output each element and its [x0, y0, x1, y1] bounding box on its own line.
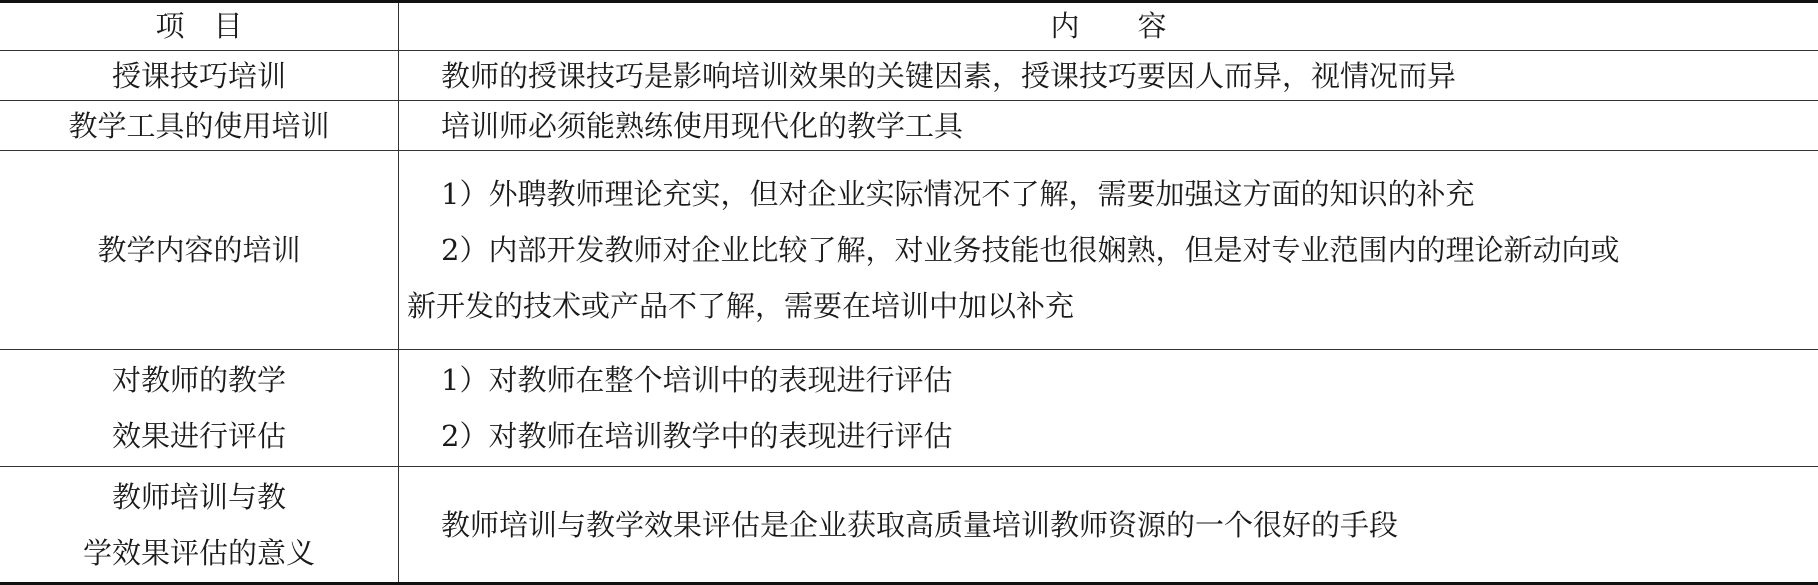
table-row	[0, 51, 1818, 101]
row-item-label-line: 教师培训与教	[0, 469, 398, 525]
table-header-row	[0, 2, 1818, 51]
row-content-line: 1）对教师在整个培训中的表现进行评估	[399, 352, 1818, 408]
header-content-label: 内 容	[399, 3, 1818, 50]
table-row	[0, 151, 1818, 350]
row-item-label: 教学工具的使用培训	[0, 104, 398, 148]
table-row	[0, 467, 1818, 584]
header-item-label: 项 目	[0, 3, 398, 50]
row-item-label-line: 学效果评估的意义	[0, 525, 398, 581]
row-content-text: 教师培训与教学效果评估是企业获取高质量培训教师资源的一个很好的手段	[399, 497, 1818, 553]
row-content-cell	[399, 467, 1818, 584]
row-content-cell	[399, 101, 1818, 151]
row-item-label: 授课技巧培训	[0, 54, 398, 98]
table-row	[0, 101, 1818, 151]
row-item-cell	[0, 151, 399, 350]
row-item-label-line: 对教师的教学	[0, 352, 398, 408]
row-content-line: 2）对教师在培训教学中的表现进行评估	[399, 408, 1818, 464]
row-item-label: 教学内容的培训	[0, 222, 398, 278]
row-content-line: 1）外聘教师理论充实，但对企业实际情况不了解，需要加强这方面的知识的补充	[399, 166, 1818, 222]
header-content-cell	[399, 2, 1818, 51]
row-content-line: 2）内部开发教师对企业比较了解，对业务技能也很娴熟，但是对专业范围内的理论新动向或	[399, 222, 1818, 278]
row-item-cell	[0, 51, 399, 101]
row-content-cell	[399, 151, 1818, 350]
row-item-label-line: 效果进行评估	[0, 408, 398, 464]
row-content-cell	[399, 51, 1818, 101]
row-content-text: 培训师必须能熟练使用现代化的教学工具	[399, 104, 1818, 148]
row-content-text: 教师的授课技巧是影响培训效果的关键因素，授课技巧要因人而异，视情况而异	[399, 54, 1818, 98]
table-row	[0, 350, 1818, 467]
row-content-cell	[399, 350, 1818, 467]
header-item-cell	[0, 2, 399, 51]
row-item-cell	[0, 101, 399, 151]
row-content-line: 新开发的技术或产品不了解，需要在培训中加以补充	[399, 278, 1818, 334]
row-item-cell	[0, 467, 399, 584]
row-item-cell	[0, 350, 399, 467]
